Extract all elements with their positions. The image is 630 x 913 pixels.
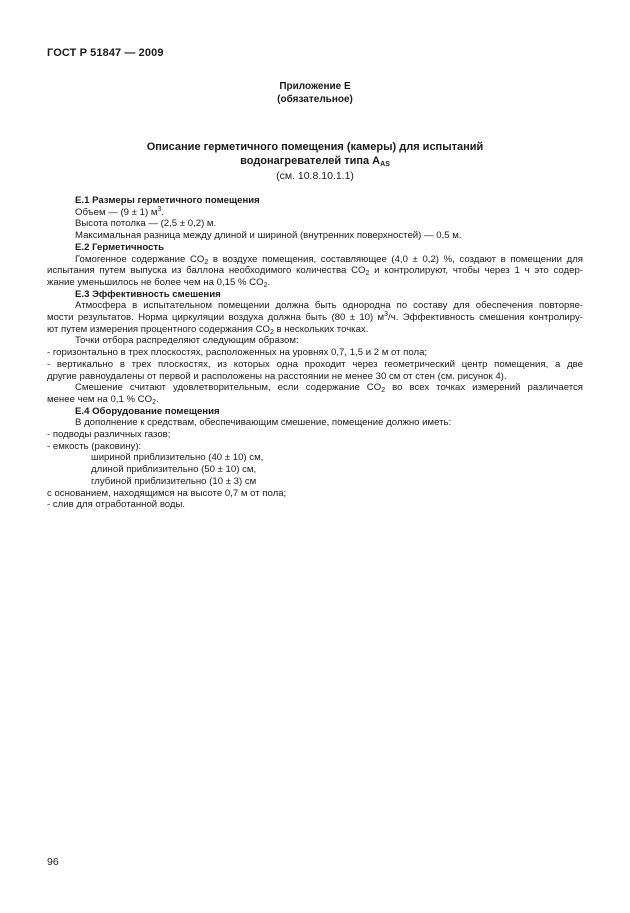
e3-p1-line-3: ют путем измерения процентного содержания $CO_2$ в нескольких точках. <box>47 323 369 336</box>
e1-max-diff: Максимальная разница между длиной и шириной (внутренних поверхностей) — 0,5 м. <box>75 230 462 242</box>
document-body <box>47 195 583 511</box>
annex-label: Приложение Е <box>279 81 351 92</box>
e4-depth: глубиной приблизительно (10 ± 3) см <box>91 475 257 487</box>
section-e3-heading: Е.3 Эффективность смешения <box>75 288 221 300</box>
e3-p2-line-2: менее чем на 0,1 % $CO_2$. <box>47 393 159 406</box>
annex-heading <box>0 80 630 106</box>
section-e1-heading: Е.1 Размеры герметичного помещения <box>75 195 260 206</box>
page-number: 96 <box>47 856 59 868</box>
e4-base: с основанием, находящимся на высоте 0,7 м от пола; <box>47 487 287 499</box>
e4-item-3: - слив для отработанной воды. <box>47 499 186 511</box>
e4-item-1: - подводы различных газов; <box>47 429 171 441</box>
e3-p2-line-1: Смешение считают удовлетворительным, если содержание $CO_2$ во всех точках измерений различается <box>75 382 583 395</box>
e3-points-intro: Точки отбора распределяют следующим образом: <box>75 335 299 347</box>
e4-item-2: - емкость (раковину): <box>47 440 142 452</box>
e2-line-3: жание уменьшилось не более чем на 0,15 % $CO_2$. <box>47 276 271 289</box>
standard-header: ГОСТ Р 51847 — 2009 <box>47 47 164 59</box>
section-e2-heading: Е.2 Герметичность <box>75 241 165 253</box>
annex-status: (обязательное) <box>277 94 353 105</box>
title-line-1: Описание герметичного помещения (камеры) для испытаний <box>146 141 484 153</box>
document-title <box>0 140 630 168</box>
section-e4-heading: Е.4 Оборудование помещения <box>75 405 220 417</box>
e4-length: длиной приблизительно (50 ± 10) см, <box>91 464 257 476</box>
e3-point-2-line-1: - вертикально в трех плоскостях, из которых одна проходит через геометрический центр помещения, а две <box>47 358 583 370</box>
e3-point-2-line-2: другие равноудалены от первой и расположены на расстоянии не менее 30 см от стен (см. рисунок 4). <box>47 370 507 382</box>
e2-line-2: испытания путем выпуска из баллона необходимого количества $CO_2$ и контролируют, чтобы через 1 ч это содер- <box>47 265 583 278</box>
e2-line-1: Гомогенное содержание $CO_2$ в воздухе помещения, составляющее (4,0 ± 0,2) %, создают в помещении для <box>75 253 583 266</box>
title-subscript: AS <box>380 161 390 168</box>
e4-width: шириной приблизительно (40 ± 10) см, <box>91 452 264 464</box>
e4-intro: В дополнение к средствам, обеспечивающим смешение, помещение должно иметь: <box>75 417 452 429</box>
e1-ceiling: Высота потолка — (2,5 ± 0,2) м. <box>75 218 217 230</box>
title-line-2: водонагревателей типа $A_{AS}$ <box>240 155 390 168</box>
e3-p1-line-2: мости результатов. Норма циркуляции воздуха должна быть (80 ± 10) $м^3/ч$. Эффективность смешения контролиру- <box>47 311 583 324</box>
e1-volume: Объем — (9 ± 1) $м^3$. <box>75 205 164 218</box>
e3-p1-line-1: Атмосфера в испытательном помещении должна быть однородна по составу для обеспечения повторяе- <box>75 300 583 312</box>
title-reference: (см. 10.8.10.1.1) <box>276 170 354 182</box>
e3-point-1: - горизонтально в трех плоскостях, расположенных на уровнях 0,7, 1,5 и 2 м от пола; <box>47 347 428 359</box>
